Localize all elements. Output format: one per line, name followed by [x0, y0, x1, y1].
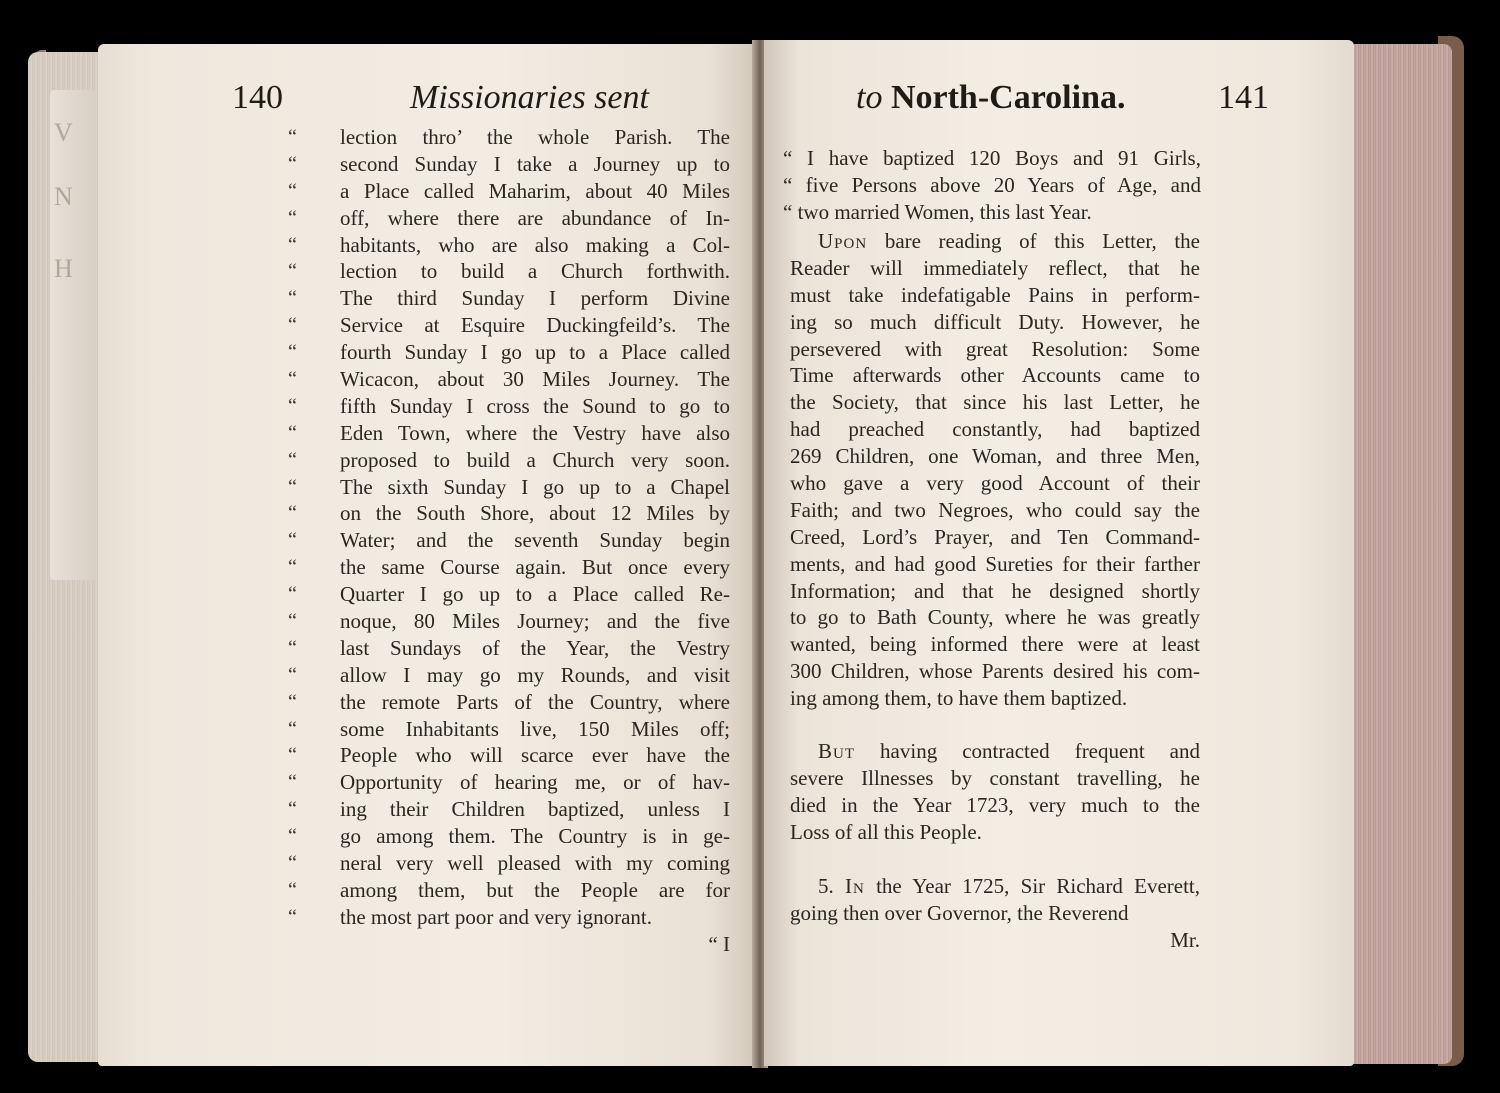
- text-line: The third Sunday I perform Divine: [340, 286, 730, 311]
- quote-mark: “: [288, 287, 297, 310]
- running-head-title: North-Carolina.: [890, 79, 1126, 116]
- text-line: fifth Sunday I cross the Sound to go to: [340, 393, 730, 418]
- quoted-line: [783, 145, 1201, 172]
- quote-mark: “: [288, 771, 297, 794]
- quote-mark: “: [288, 260, 297, 283]
- quote-mark: “: [783, 199, 798, 224]
- right-page-edges: [1344, 44, 1452, 1064]
- quote-mark: “: [288, 368, 297, 391]
- quote-mark: “: [288, 529, 297, 552]
- line-text: the Year 1725, Sir Richard Everett,: [876, 874, 1200, 898]
- text-line: Wicacon, about 30 Miles Journey. The: [340, 367, 730, 392]
- quote-mark: “: [288, 394, 297, 417]
- line-text: wanted, being informed there were at least: [790, 632, 1200, 657]
- quotation-margin: [288, 124, 312, 931]
- open-book: [28, 30, 1480, 1070]
- paragraph-lead: Upon: [818, 229, 868, 253]
- text-line: proposed to build a Church very soon.: [340, 447, 730, 472]
- text-line: the most part poor and very ignorant.: [340, 904, 653, 929]
- quote-mark: “: [288, 825, 297, 848]
- text-line: [790, 470, 1200, 497]
- line-text: Loss of all this People.: [790, 819, 982, 844]
- bookmark-strip: V N H: [50, 90, 96, 580]
- text-line: second Sunday I take a Journey up to: [340, 151, 730, 176]
- line-text: Time afterwards other Accounts came to: [790, 363, 1200, 388]
- quoted-text: I have baptized 120 Boys and 91 Girls,: [807, 146, 1201, 170]
- quote-mark: “: [288, 206, 297, 229]
- quote-mark: “: [288, 690, 297, 713]
- text-line: off, where there are abundance of In-: [340, 205, 730, 230]
- paragraph-lead: But: [818, 739, 856, 763]
- line-text: must take indefatigable Pains in perform-: [790, 282, 1200, 307]
- text-line: [790, 309, 1200, 336]
- paragraph-upon: [790, 228, 1200, 712]
- quote-mark: “: [288, 583, 297, 606]
- text-line: noque, 80 Miles Journey; and the five: [340, 609, 730, 634]
- text-line: Eden Town, where the Vestry have also: [340, 420, 730, 445]
- quote-mark: “: [288, 314, 297, 337]
- quote-mark: “: [288, 852, 297, 875]
- text-line: Service at Esquire Duckingfeild’s. The: [340, 313, 730, 338]
- line-text: 269 Children, one Woman, and three Men,: [790, 444, 1200, 469]
- quoted-line: [783, 172, 1201, 199]
- text-line: [790, 282, 1200, 309]
- line-text: ing so much difficult Duty. However, he: [790, 309, 1200, 334]
- text-line: ing their Children baptized, unless I: [340, 797, 730, 822]
- text-line: [790, 685, 1200, 712]
- line-text: severe Illnesses by constant travelling, he: [790, 765, 1200, 790]
- quote-mark: “: [288, 475, 297, 498]
- text-line: [790, 228, 1200, 255]
- text-line: [790, 336, 1200, 363]
- line-text: 300 Children, whose Parents desired his com-: [790, 659, 1200, 684]
- text-line: habitants, who are also making a Col-: [340, 232, 730, 257]
- quote-mark: “: [288, 905, 297, 928]
- quote-mark: “: [288, 126, 297, 148]
- text-line: go among them. The Country is in ge-: [340, 824, 730, 849]
- quoted-line: [783, 199, 1201, 226]
- text-line: [790, 604, 1200, 631]
- quote-mark: “: [288, 152, 297, 175]
- text-line: People who will scarce ever have the: [340, 743, 730, 768]
- quoted-text: five Persons above 20 Years of Age, and: [805, 172, 1201, 197]
- left-catchword: “ I: [708, 932, 730, 956]
- text-line: the same Course again. But once every: [340, 555, 730, 580]
- paragraph-but: [790, 738, 1200, 846]
- paragraph-5: [790, 873, 1200, 927]
- text-line: [790, 900, 1200, 927]
- quote-mark: “: [288, 878, 297, 901]
- text-line: [790, 873, 1200, 900]
- right-running-head: [856, 78, 1125, 118]
- line-text: Reader will immediately reflect, that he: [790, 255, 1200, 280]
- quote-mark: “: [288, 179, 297, 202]
- line-text: ments, and had good Sureties for their farther: [790, 551, 1200, 576]
- right-catchword-row: [790, 927, 1200, 954]
- left-page-text: [340, 124, 730, 931]
- text-line: [790, 389, 1200, 416]
- text-line: allow I may go my Rounds, and visit: [340, 662, 730, 687]
- text-line: [790, 578, 1200, 605]
- line-text: having contracted frequent and: [880, 739, 1200, 763]
- quote-mark: “: [288, 421, 297, 444]
- text-line: [790, 497, 1200, 524]
- text-line: [790, 255, 1200, 282]
- text-line: a Place called Maharim, about 40 Miles: [340, 178, 730, 203]
- text-line: some Inhabitants live, 150 Miles off;: [340, 716, 730, 741]
- quote-mark: “: [288, 502, 297, 525]
- text-line: lection to build a Church forthwith.: [340, 259, 730, 284]
- right-page-number: 141: [1218, 79, 1269, 116]
- text-line: [790, 443, 1200, 470]
- text-line: on the South Shore, about 12 Miles by: [340, 501, 730, 526]
- line-text: ing among them, to have them baptized.: [790, 686, 1128, 711]
- line-text: bare reading of this Letter, the: [884, 229, 1200, 253]
- text-line: Water; and the seventh Sunday begin: [340, 528, 730, 553]
- quote-mark: “: [783, 146, 808, 170]
- left-catchword-row: [340, 931, 730, 958]
- quote-mark: “: [288, 798, 297, 821]
- text-line: [790, 524, 1200, 551]
- text-line: The sixth Sunday I go up to a Chapel: [340, 474, 730, 499]
- line-text: who gave a very good Account of their: [790, 471, 1200, 496]
- left-page-number: 140: [232, 79, 283, 116]
- section-number: 5.: [818, 874, 845, 898]
- quote-mark: “: [288, 233, 297, 256]
- text-line: Quarter I go up to a Place called Re-: [340, 582, 730, 607]
- line-text: to go to Bath County, where he was greatly: [790, 605, 1200, 630]
- text-line: [790, 658, 1200, 685]
- quote-mark: “: [288, 663, 297, 686]
- text-line: [790, 738, 1200, 765]
- right-quoted-letter: [783, 145, 1201, 226]
- text-line: [790, 765, 1200, 792]
- quote-mark: “: [288, 556, 297, 579]
- text-line: the remote Parts of the Country, where: [340, 689, 730, 714]
- line-text: died in the Year 1723, very much to the: [790, 792, 1200, 817]
- line-text: going then over Governor, the Reverend: [790, 900, 1129, 925]
- text-line: lection thro’ the whole Parish. The: [340, 125, 730, 149]
- line-text: the Society, that since his last Letter, he: [790, 390, 1200, 415]
- line-text: Information; and that he designed shortly: [790, 578, 1200, 603]
- quote-mark: “: [288, 341, 297, 364]
- paragraph-lead: In: [845, 874, 865, 898]
- line-text: Faith; and two Negroes, who could say the: [790, 497, 1200, 522]
- line-text: persevered with great Resolution: Some: [790, 336, 1200, 361]
- line-text: had preached constantly, had baptized: [790, 417, 1200, 442]
- text-line: Opportunity of hearing me, or of hav-: [340, 770, 730, 795]
- quote-mark: “: [288, 744, 297, 767]
- quote-mark: “: [288, 610, 297, 633]
- text-line: [790, 362, 1200, 389]
- quote-mark: “: [288, 448, 297, 471]
- quoted-text: two married Women, this last Year.: [797, 199, 1092, 224]
- left-running-head: Missionaries sent: [410, 79, 649, 116]
- quote-mark: “: [783, 172, 806, 197]
- text-line: [790, 416, 1200, 443]
- quote-mark: “: [288, 717, 297, 740]
- quote-mark: “: [288, 636, 297, 659]
- text-line: [790, 551, 1200, 578]
- running-head-prefix: to: [856, 79, 883, 116]
- text-line: [790, 792, 1200, 819]
- text-line: [790, 819, 1200, 846]
- text-line: neral very well pleased with my coming: [340, 851, 730, 876]
- right-catchword: Mr.: [1170, 928, 1200, 952]
- text-line: [790, 631, 1200, 658]
- text-line: among them, but the People are for: [340, 877, 730, 902]
- text-line: fourth Sunday I go up to a Place called: [340, 340, 730, 365]
- line-text: Creed, Lord’s Prayer, and Ten Command-: [790, 524, 1200, 549]
- text-line: last Sundays of the Year, the Vestry: [340, 635, 730, 660]
